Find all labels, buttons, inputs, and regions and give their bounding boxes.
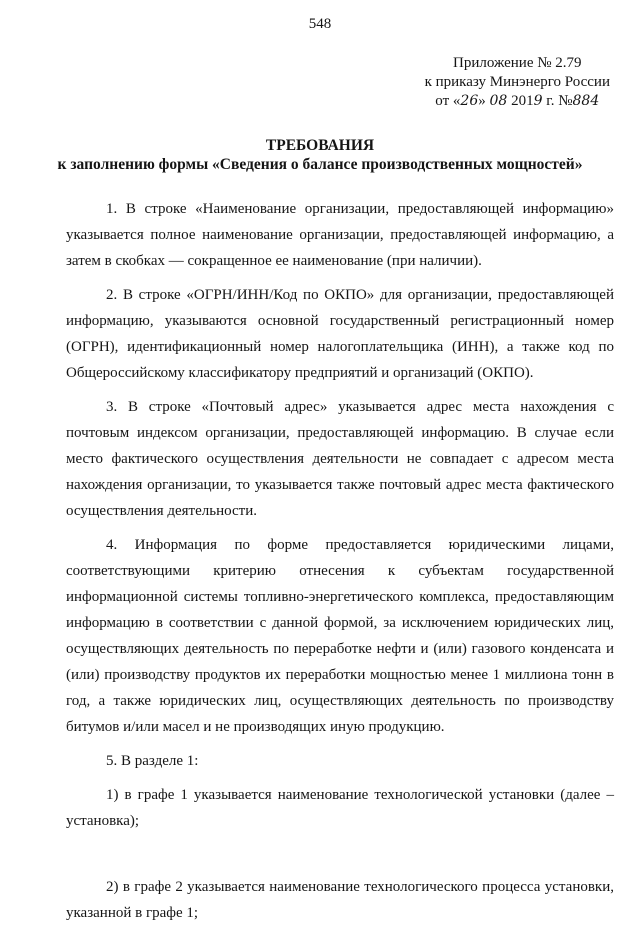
paragraph-3: 3. В строке «Почтовый адрес» указывается адрес места нахождения с почтовым индексом организации, предоставляющей информацию. В случае если место фактического осуществления деятельности не совпадает с адресом места нахождения организации, то указывается также почтовый адрес места фактического осуществления деятельности. bbox=[66, 399, 614, 519]
paragraph-5-item-1: 1) в графе 1 указывается наименование технологической установки (далее – установка); bbox=[66, 787, 614, 829]
annex-line-3 bbox=[425, 92, 610, 111]
annex-date-month: 08 bbox=[489, 93, 508, 109]
paragraph-5: 5. В разделе 1: bbox=[106, 753, 199, 769]
annex-date-sep2: 201 bbox=[507, 93, 534, 109]
annex-line-1: Приложение № 2.79 bbox=[452, 55, 582, 71]
document-title: ТРЕБОВАНИЯ bbox=[265, 137, 375, 154]
annex-block bbox=[425, 54, 610, 111]
annex-date-day: 26 bbox=[460, 93, 479, 109]
document-subtitle: к заполнению формы «Сведения о балансе производственных мощностей» bbox=[57, 156, 583, 173]
paragraph-1: 1. В строке «Наименование организации, предоставляющей информацию» указывается полное наименование организации, предоставляющей информацию, а затем в скобках — сокращенное ее наименование (при наличии). bbox=[66, 201, 614, 269]
paragraph-5-item-2: 2) в графе 2 указывается наименование технологического процесса установки, указанной в графе 1; bbox=[66, 879, 614, 921]
annex-date-year-digit: 9 bbox=[533, 93, 543, 109]
document-heading bbox=[0, 136, 640, 174]
page-number: 548 bbox=[308, 16, 332, 32]
paragraph-2: 2. В строке «ОГРН/ИНН/Код по ОКПО» для организации, предоставляющей информацию, указываются основной государственный регистрационный номер (ОГРН), идентификационный номер налогоплательщика (ИНН), а также код по Общероссийскому классификатору предприятий и организаций (ОКПО). bbox=[66, 287, 614, 381]
paragraph-4: 4. Информация по форме предоставляется юридическими лицами, соответствующими критерию отнесения к субъектам государственной информационной системы топливно-энергетического комплекса, предоставляющим информацию в соответствии с данной формой, за исключением юридических лиц, осуществляющих деятельность по переработке нефти и (или) газового конденсата и (или) производству продуктов их переработки мощностью менее 1 миллиона тонн в год, а также юридических лиц, осуществляющих деятельность по производству битумов и/или масел и не производящих иную продукцию. bbox=[66, 537, 614, 735]
document-body bbox=[66, 196, 614, 934]
annex-date-suffix: г. № bbox=[542, 93, 573, 109]
annex-order-number: 884 bbox=[572, 93, 600, 109]
annex-date-prefix: от « bbox=[435, 93, 461, 109]
annex-date-sep1: » bbox=[478, 93, 490, 109]
annex-line-2: к приказу Минэнерго России bbox=[424, 74, 610, 90]
